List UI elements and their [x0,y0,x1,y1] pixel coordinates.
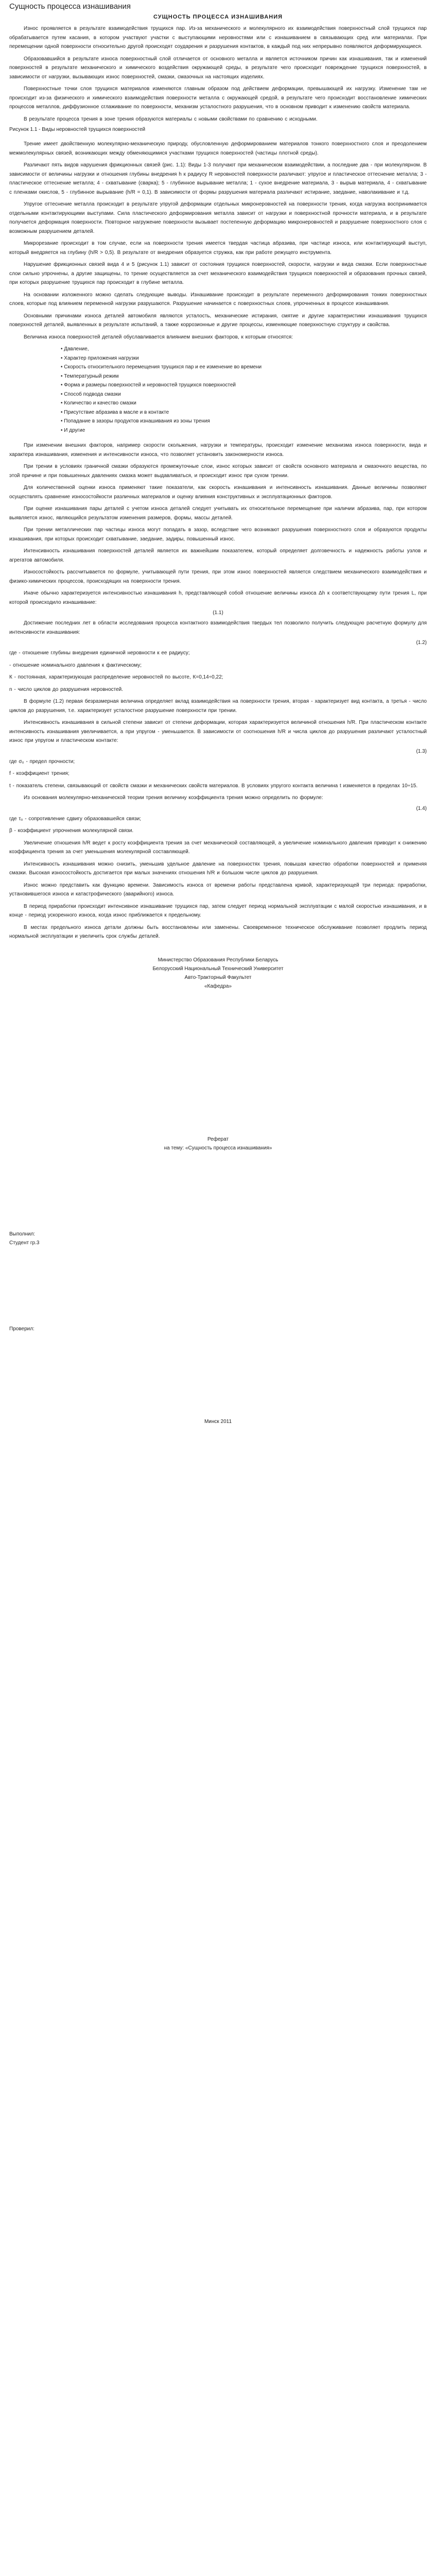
paragraph: f - коэффициент трения; [9,771,69,776]
formula-number: (1.3) [416,748,427,754]
paragraph: Износ проявляется в результате взаимодействия трущихся пар. Из-за механического и молекулярного их взаимодействия поверхностный слой трущихся пар обрабатывается путем касания, в котором участвуют участки с выступающими неровностями или с изнашиванием в связывающих сред или материалах. При перемещении одной поверхности относительно другой происходят соударения и разрушения контактов, в каждый под них непрерывно появляются деформирующиеся. [9,26,427,49]
section-wear-types [9,239,427,342]
paragraph: n - число циклов до разрушения неровностей. [9,686,124,692]
paragraph: При оценке изнашивания пары деталей с учетом износа деталей следует учитывать их относительное перемещение при наличии абразива, пар, при котором выявляется износ, являющийся результатом изменения размеров, формы, массы деталей. [9,506,427,521]
student-line: Студент гр.3 [9,1240,40,1246]
paragraph: где σ₀ - предел прочности; [9,758,75,765]
paragraph: При трении в условиях граничной смазки образуются промежуточные слои, износ которых зависит от свойств основного материала и смазочного вещества, по этой причине и при повышенных давлениях смазка может выдавливаться, и происходит износ при сухом трении. [9,464,427,479]
paragraph: Увеличение отношения h/R ведет к росту коэффициента трения за счет механической составляющей, а увеличение номинального давления приводит к снижению коэффициента трения за счет уменьшения молекулярной составляющей. [9,840,427,855]
paragraph: где - отношение глубины внедрения единичной неровности к ее радиусу; [9,650,190,656]
section-friction [9,140,427,236]
section-parameters [9,757,427,791]
list-item: • Количество и качество смазки [61,399,427,408]
department-name: «Кафедра» [204,983,232,989]
paragraph: β - коэффициент упрочнения молекулярной связи. [9,828,134,834]
paragraph: В формуле (1.2) первая безразмерная величина определяет вклад взаимодействия на поверхности трения, вторая - характеризует вид контакта, а третья - число циклов до разрушения, т.е. характеризует усталостное разрушение поверхности при трении. [9,699,427,714]
figure-caption: Рисунок 1.1 - Виды неровностей трущихся поверхностей [9,127,146,132]
paragraph: t - показатель степени, связывающий от свойств смазки и механических свойств материалов. В условиях упругого контакта величина t изменяется в пределах 10÷15. [9,783,418,789]
paragraph: Иначе обычно характеризуется интенсивностью изнашивания h, представляющей собой отношение величины износа Δh к соответствующему пути трения L, при которой происходило изнашивание: [9,590,427,605]
paragraph: Величина износа поверхностей деталей обуславливается влиянием внешних факторов, к которым относятся: [24,334,293,340]
paragraph: Образовавшийся в результате износа поверхностный слой отличается от основного металла и является источником причин как изнашивания, так и изменений поверхностей в результате механического и химического воздействия окружающей среды, в результате чего происходит повреждение трущихся поверхностей, в зависимости от нагрузки, вызывающих износ поверхностей, смазки, смазочных на настоящих изделиях. [9,56,427,80]
paragraph: Микрорезание происходит в том случае, если на поверхности трения имеется твердая частица абразива, при частице износа, или контактирующий выступ, который внедряется на глубину (h/R > 0,5). В результате от внедрения образуется стружка, как при работе режущего инструмента. [9,241,427,256]
paragraph: Износ можно представить как функцию времени. Зависимость износа от времени работы представлена кривой, характеризующей три периода: приработки, установившегося износа и катастрофического (аварийного) износа. [9,882,427,897]
paragraph: Нарушение фрикционных связей вида 4 и 5 (рисунок 1.1) зависит от состояния трущихся поверхностей, скорости, нагрузки и вида смазки. Если поверхностные слои сильно упрочнены, а другие защищены, то трение осуществляется за счет механического взаимодействия трущихся поверхностей и образования прочных связей, при которых разрушение трущихся пар происходит в глубине металла. [9,262,427,285]
university-name: Белорусский Национальный Технический Университет [152,965,284,972]
section-gap [9,944,427,956]
section-intro [9,24,427,124]
performed-label: Выполнил: [9,1231,36,1237]
faculty-name: Авто-Тракторный Факультет [184,974,252,980]
list-item: • И другие [61,426,427,435]
paragraph: К - постоянная, характеризующая распределение неровностей по высоте, К=0,14÷0,22; [9,674,223,680]
paragraph: Упругое оттеснение металла происходит в результате упругой деформации отдельных микронеровностей на поверхности трения, когда нагрузка воспринимается отдельными контактирующими выступами. Сила пластического деформирования металла зависит от нагрузки и поверхностной прочности материала, и в результате получается деформация поверхности. Повторное нагружение поверхности вызывает постепенную деформацию микронеровностей и разрушение поверхностного слоя с возможным разрушением деталей. [9,201,427,234]
list-item: • Характер приложения нагрузки [61,354,427,363]
paragraph: При трении металлических пар частицы износа могут попадать в зазор, вследствие чего возникают разрушения поверхностного слоя и образуются продукты изнашивания, при которых происходит схватывание, заедание, задиры, повышенный износ. [9,527,427,542]
list-item: • Способ подвода смазки [61,390,427,399]
list-item: • Присутствие абразива в масле и в контакте [61,408,427,417]
paragraph: В период приработки происходит интенсивное изнашивание трущихся пар, затем следует период нормальной эксплуатации с малой скоростью изнашивания, и в конце - период ускоренного износа, когда износ приближается к предельному. [9,903,427,918]
paragraph: - отношение номинального давления к фактическому; [9,662,142,668]
symbol-definitions [9,649,427,694]
city-year: Минск 2011 [204,1418,232,1425]
paragraph: Трение имеет двойственную молекулярно-механическую природу, обусловленную деформированием материалов тонкого поверхностного слоя и преодолением межмолекулярных связей, возникающих между обменяющимися участками трущихся поверхностей (частицы плотной среды). [9,141,427,156]
report-topic: на тему: «Сущность процесса изнашивания» [164,1145,272,1151]
paragraph: Из основания молекулярно-механической теории трения величину коэффициента трения можно определить по формуле: [24,795,323,801]
title-page-gap [9,1153,427,1230]
formula-number: (1.2) [416,640,427,646]
formula-number: (1.4) [416,805,427,811]
paragraph: На основании изложенного можно сделать следующие выводы. Изнашивание происходит в результате переменного деформирования тонких поверхностных слоев, которые под влиянием переменной нагрузки разрушаются. Разрушение начинается с поверхностных слоев, упрочненных в процессе изнашивания. [9,292,427,307]
title-page [9,956,427,1425]
document-title: Сущность процесса изнашивания [9,2,131,11]
paragraph: Интенсивность изнашивания поверхностей деталей является их важнейшим показателем, который определяет долговечность и надежность работы узлов и агрегатов автомобиля. [9,548,427,563]
factor-list [9,345,427,435]
paragraph: Интенсивность изнашивания можно снизить, уменьшив удельное давление на поверхностях трения, повышая качество обработки поверхностей и применяя смазки. Высокая износостойкость достигается при малых значениях отношения h/R и большом числе циклов до разрушения. [9,861,427,876]
paragraph: В результате процесса трения в зоне трения образуются материалы с новыми свойствами по сравнению с исходными. [24,116,318,122]
list-item: • Скорость относительного перемещения трущихся пар и ее изменение во времени [61,363,427,372]
paragraph: Износостойкость рассчитывается по формуле, учитывающей пути трения, при этом износ поверхностей является следствием механического взаимодействия и физико-химических процессов, происходящих на поверхности трения. [9,569,427,584]
paragraph: Интенсивность изнашивания в сильной степени зависит от степени деформации, которая характеризуется величиной отношения h/R. При пластическом контакте интенсивность изнашивания увеличивается, а при упругом - уменьшается. В зависимости от соотношения h/R и числа циклов до разрушения различают усталостный износ при упругом и пластическом контакте: [9,720,427,743]
paragraph: Основными причинами износа деталей автомобиля являются усталость, механические истирания, смятие и другие характеристики изнашивания трущихся поверхностей деталей, выявленных в результате испытаний, а также коррозионные и другие процессы, изменяющие поверхностную структуру и свойства. [9,313,427,328]
checked-label: Проверил: [9,1326,34,1332]
title-page-gap [9,991,427,1135]
paragraph: Для количественной оценки износа применяют такие показатели, как скорость изнашивания и интенсивность изнашивания. Данные величины позволяют осуществлять сравнение износостойкости различных материалов и оценку влияния конструктивных и эксплуатационных факторов. [9,485,427,500]
title-page-gap [9,1333,427,1411]
list-item: • Температурный режим [61,372,427,381]
paragraph: где τ₀ - сопротивление сдвигу образовавшейся связи; [9,816,141,822]
title-page-gap [9,1247,427,1325]
list-item: • Попадание в зазоры продуктов изнашивания из зоны трения [61,417,427,426]
list-item: • Давление, [61,345,427,354]
essay-heading: СУЩНОСТЬ ПРОЦЕССА ИЗНАШИВАНИЯ [153,14,283,20]
formula-number: (1.1) [213,610,223,616]
list-item: • Форма и размеры поверхностей и неровностей трущихся поверхностей [61,381,427,390]
paragraph: При изменении внешних факторов, например скорости скольжения, нагрузки и температуры, происходит изменение механизма износа поверхности, вида и характера изнашивания, изменения и интенсивности износа, что позволяет установить закономерности износа. [9,443,427,457]
ministry-name: Министерство Образования Республики Беларусь [158,957,278,963]
paragraph: Поверхностные точки слоя трущихся материалов изменяются главным образом под действием деформации, превышающей их нагрузку. Изменение там не происходит из-за физического и химического взаимодействия поверхности металла с окружающей средой, в результате чего происходит восстановление химических процессов металлов, диффузионное сглаживание по поверхности, механизм усталостного разрушения, что в основном приводит к изменению свойств материала. [9,86,427,110]
section-external-factors [9,441,427,607]
paragraph: Достижение последних лет в области исследования процесса контактного взаимодействия твердых тел позволило получить следующую расчетную формулу для интенсивности изнашивания: [9,620,427,635]
paragraph: В местах предельного износа детали должны быть восстановлены или заменены. Своевременное техническое обслуживание позволяет продлить период нормальной эксплуатации и увеличить срок службы деталей. [9,924,427,939]
report-label: Реферат [207,1136,229,1142]
section-conclusion [9,815,427,941]
paragraph: Различают пять видов нарушения фрикционных связей (рис. 1.1): Виды 1-3 получают при механическом взаимодействии, а последние два - при молекулярном. В зависимости от величины нагрузки и отношения глубины внедрения h к радиусу R неровностей поверхности различают: упругое и пластическое оттеснение металла; 3 - пластическое оттеснение металла; 4 - схватывание (сварка); 5 - глубинное вырывание металла; 1 - сухое внедрение материала, 3 - вырыв материала, 4 - схватывание с пленками окислов, 5 - глубинное вырывание (h/R = 0,1). В зависимости от формы разрушения материала различают истирание, заедание, наволакивание и т.д. [9,162,427,195]
